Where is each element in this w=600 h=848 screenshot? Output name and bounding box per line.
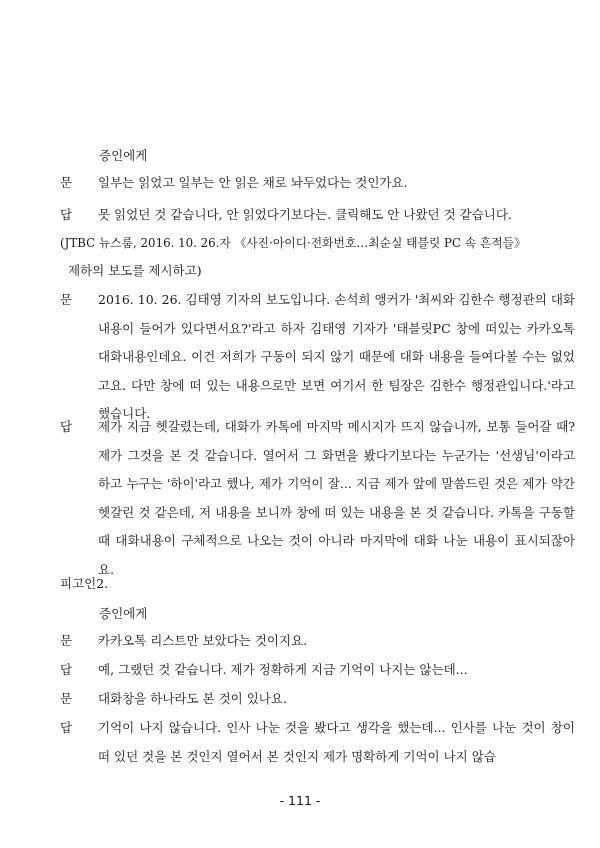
question-3 [60, 626, 575, 655]
answer-mark: 답 [60, 207, 73, 222]
question-mark: 문 [60, 292, 73, 307]
answer-mark: 답 [60, 662, 73, 677]
answer-text: 기억이 나지 않습니다. 인사 나눈 것을 봤다고 생각을 했는데... 인사를 나눈 것이 창이 떠 있던 것을 본 것인지 열어서 본 것인지 제가 명확하게 기억이 나지 않습 [98, 720, 575, 764]
question-mark: 문 [60, 633, 73, 648]
question-mark: 문 [60, 691, 73, 706]
answer-mark: 답 [60, 720, 73, 735]
section2-heading: 증인에게 [99, 606, 148, 621]
question-1 [60, 168, 575, 197]
exhibit-reference [60, 230, 575, 284]
party-label: 피고인2. [60, 576, 109, 591]
answer-text: 예, 그랬던 것 같습니다. 제가 정확하게 지금 기억이 나지는 않는데... [98, 662, 468, 677]
question-text: 대화창을 하나라도 본 것이 있나요. [98, 691, 287, 706]
page-number: - 111 - [279, 793, 321, 808]
answer-text: 못 읽었던 것 같습니다, 안 읽었다기보다는. 클릭해도 안 나왔던 것 같습니다. [98, 207, 512, 222]
answer-text: 제가 지금 헷갈렸는데, 대화가 카톡에 마지막 메시지가 뜨지 않습니까, 보통 들어갈 때? 제가 그것을 본 것 같습니다. 열어서 그 화면을 봤다기보다는 누군가는 '선생님'이라고 하고 누구는 '하이'라고 했나, 제가 기억이 잘... 지금 제가 앞에 말씀드린 것은 제가 약간 헷갈린 것 같은데, 저 내용을 보니까 창에 떠 있는 내용을 본 것 같습니다. 카톡을 구동할 때 대화내용이 구체적으로 나오는 것이 아니라 마지막에 대화 나눈 내용이 표시되잖아요. [98, 419, 575, 577]
answer-1 [60, 200, 575, 229]
question-text: 2016. 10. 26. 김태영 기자의 보도입니다. 손석희 앵커가 '최씨와 김한수 행정관의 대화내용이 들어가 있다면서요?'라고 하자 김태영 기자가 '태블릿PC 창에 떠있는 카카오톡 대화내용인데요. 이건 저희가 구동이 되지 않기 때문에 대화 내용을 들여다볼 수는 없었고요. 다만 창에 떠 있는 내용으로만 보면 여기서 한 팀장은 김한수 행정관입니다.'라고 했습니다. [98, 292, 575, 421]
question-text: 일부는 읽었고 일부는 안 읽은 채로 놔두었다는 것인가요. [98, 175, 408, 190]
answer-3 [60, 655, 575, 684]
question-mark: 문 [60, 175, 73, 190]
answer-2 [60, 413, 575, 584]
section1-heading: 증인에게 [99, 148, 148, 163]
answer-4 [60, 713, 575, 771]
exhibit-reference-line-1: (JTBC 뉴스룸, 2016. 10. 26.자 《사진·아이디·전화번호…최순실 태블릿 PC 속 흔적들》 [60, 236, 526, 250]
question-text: 카카오톡 리스트만 보았다는 것이지요. [98, 633, 308, 648]
question-4 [60, 684, 575, 713]
answer-mark: 답 [60, 419, 73, 434]
question-2 [60, 286, 575, 429]
exhibit-reference-line-2: 제하의 보도를 제시하고) [68, 263, 202, 278]
